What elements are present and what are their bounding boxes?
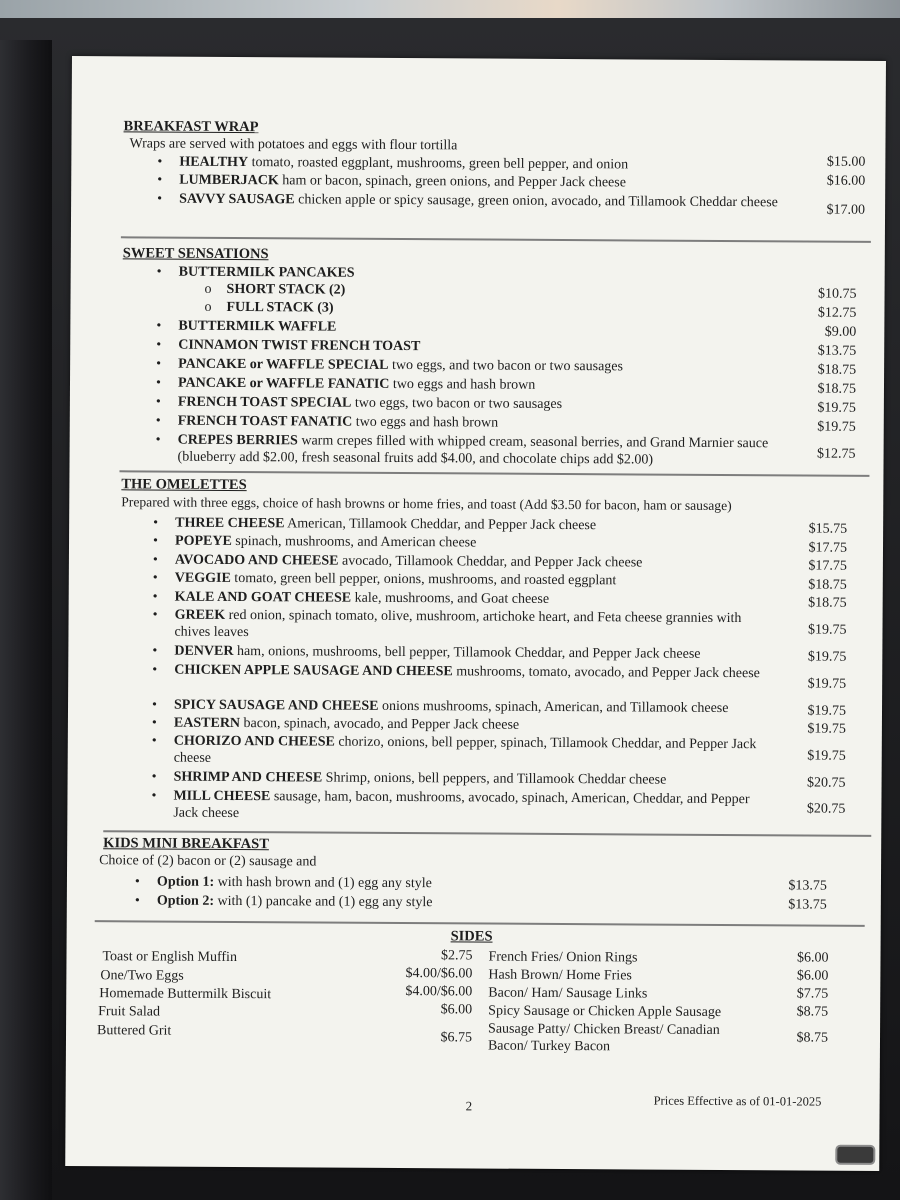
- page-number: 2: [465, 1098, 473, 1114]
- price-savvy-sausage: $17.00: [826, 202, 866, 218]
- side-item-buttered-grit: Buttered Grit: [97, 1023, 172, 1039]
- menu-item-avocado-cheese: • AVOCADO AND CHEESE avocado, Tillamook Cheddar, and Pepper Jack cheese: [152, 552, 643, 571]
- menu-item-crepes-berries: • CREPES BERRIES warm crepes filled with whipped cream, seasonal berries, and Grand Marnier sauce (blueberry add $2.00, fresh seasonal fruits add $4.00, and chocolate chips add $2.00): [155, 432, 769, 468]
- price-mill-cheese: $20.75: [806, 801, 846, 817]
- price-hash-brown: $6.00: [796, 968, 829, 984]
- menu-item-lumberjack: • LUMBERJACK ham or bacon, spinach, green onions, and Pepper Jack cheese: [157, 172, 626, 191]
- price-crepes-berries: $12.75: [817, 446, 856, 462]
- menu-item-veggie: • VEGGIE tomato, green bell pepper, onions, mushrooms, and roasted eggplant: [152, 570, 617, 589]
- breakfast-wrap-note: Wraps are served with potatoes and eggs with flour tortilla: [129, 136, 458, 154]
- prices-effective-note: Prices Effective as of 01-01-2025: [653, 1093, 822, 1109]
- side-item-toast: Toast or English Muffin: [102, 949, 238, 966]
- menu-item-pancake-waffle-fanatic: • PANCAKE or WAFFLE FANATIC two eggs and hash brown: [155, 375, 536, 393]
- price-healthy: $15.00: [826, 154, 866, 170]
- menu-item-eastern: • EASTERN bacon, spinach, avocado, and Pepper Jack cheese: [151, 715, 520, 733]
- menu-item-kids-option-2: • Option 2: with (1) pancake and (1) egg any style: [134, 893, 433, 911]
- menu-item-kale-goat-cheese: • KALE AND GOAT CHEESE kale, mushrooms, and Goat cheese: [152, 589, 550, 607]
- price-toast: $2.75: [440, 948, 473, 964]
- side-item-fries-rings: French Fries/ Onion Rings: [488, 949, 638, 966]
- price-three-cheese: $15.75: [808, 521, 848, 537]
- price-french-toast-fanatic: $19.75: [817, 419, 856, 435]
- side-item-spicy-sausage: Spicy Sausage or Chicken Apple Sausage: [488, 1003, 722, 1020]
- menu-item-spicy-sausage: • SPICY SAUSAGE AND CHEESE onions mushrooms, spinach, American, and Tillamook cheese: [151, 697, 729, 717]
- menu-item-denver: • DENVER ham, onions, mushrooms, bell pepper, Tillamook Cheddar, and Pepper Jack cheese: [152, 643, 701, 662]
- menu-item-shrimp-cheese: • SHRIMP AND CHEESE Shrimp, onions, bell peppers, and Tillamook Cheddar cheese: [151, 769, 667, 788]
- price-french-toast-special: $19.75: [817, 400, 856, 416]
- price-pancake-waffle-special: $18.75: [817, 362, 857, 378]
- divider: [95, 920, 865, 926]
- price-short-stack: $10.75: [818, 286, 857, 302]
- price-buttered-grit: $6.75: [440, 1030, 473, 1046]
- omelettes-note: Prepared with three eggs, choice of hash browns or home fries, and toast (Add $3.50 for bacon, ham or sausage): [121, 494, 732, 514]
- price-eggs: $4.00/$6.00: [405, 966, 473, 982]
- price-kids-option-1: $13.75: [788, 878, 827, 894]
- price-kale-goat-cheese: $18.75: [808, 595, 847, 611]
- menu-item-french-toast-fanatic: • FRENCH TOAST FANATIC two eggs and hash brown: [155, 413, 499, 431]
- price-bacon-ham-links: $7.75: [796, 986, 829, 1002]
- price-fries-rings: $6.00: [796, 950, 829, 966]
- side-item-biscuit: Homemade Buttermilk Biscuit: [99, 986, 272, 1003]
- price-chorizo-cheese: $19.75: [807, 748, 846, 764]
- menu-page: [65, 56, 886, 1171]
- kids-note: Choice of (2) bacon or (2) sausage and: [99, 853, 317, 870]
- menu-item-chorizo-cheese: • CHORIZO AND CHEESE chorizo, onions, bell pepper, spinach, Tillamook Cheddar, and Pepper Jack cheese: [151, 733, 757, 766]
- menu-item-cinnamon-french-toast: • CINNAMON TWIST FRENCH TOAST: [156, 337, 421, 355]
- price-fruit-salad: $6.00: [440, 1002, 473, 1018]
- price-lumberjack: $16.00: [826, 173, 866, 189]
- side-item-fruit-salad: Fruit Salad: [98, 1004, 161, 1020]
- menu-item-buttermilk-waffle: • BUTTERMILK WAFFLE: [156, 318, 337, 335]
- binder-spine: [0, 40, 52, 1200]
- menu-item-buttermilk-pancakes: • BUTTERMILK PANCAKES: [156, 264, 355, 281]
- price-greek: $19.75: [807, 622, 847, 638]
- section-title-sides: SIDES: [450, 928, 493, 945]
- price-shrimp-cheese: $20.75: [807, 775, 846, 791]
- menu-item-three-cheese: • THREE CHEESE American, Tillamook Cheddar, and Pepper Jack cheese: [153, 515, 597, 534]
- price-biscuit: $4.00/$6.00: [405, 984, 473, 1000]
- price-spicy-sausage: $19.75: [807, 703, 847, 719]
- section-title-sweet-sensations: SWEET SENSATIONS: [122, 245, 269, 263]
- menu-item-greek: • GREEK red onion, spinach tomato, olive, mushroom, artichoke heart, and Feta cheese grannies with chives leaves: [152, 607, 742, 641]
- menu-item-short-stack: o SHORT STACK (2): [204, 281, 346, 298]
- divider: [121, 236, 871, 243]
- section-title-omelettes: THE OMELETTES: [121, 476, 247, 494]
- price-popeye: $17.75: [808, 540, 848, 556]
- price-cinnamon-french-toast: $13.75: [817, 343, 857, 359]
- divider: [119, 470, 869, 477]
- price-patty-breast-bacon: $8.75: [796, 1030, 829, 1046]
- price-eastern: $19.75: [807, 721, 846, 737]
- section-title-breakfast-wrap: BREAKFAST WRAP: [123, 118, 259, 136]
- menu-item-pancake-waffle-special: • PANCAKE or WAFFLE SPECIAL two eggs, and two bacon or two sausages: [156, 356, 624, 375]
- binder-clip: [835, 1145, 875, 1165]
- price-denver: $19.75: [807, 649, 847, 665]
- menu-item-healthy: • HEALTHY tomato, roasted eggplant, mushrooms, green bell pepper, and onion: [157, 154, 629, 173]
- price-buttermilk-waffle: $9.00: [824, 324, 857, 340]
- price-veggie: $18.75: [808, 577, 847, 593]
- price-pancake-waffle-fanatic: $18.75: [817, 381, 857, 397]
- side-item-hash-brown: Hash Brown/ Home Fries: [488, 967, 632, 984]
- side-item-patty-breast-bacon: Sausage Patty/ Chicken Breast/ Canadian Bacon/ Turkey Bacon: [487, 1021, 720, 1055]
- side-item-bacon-ham-links: Bacon/ Ham/ Sausage Links: [488, 985, 648, 1002]
- menu-item-kids-option-1: • Option 1: with hash brown and (1) egg any style: [134, 874, 432, 892]
- price-avocado-cheese: $17.75: [808, 558, 847, 574]
- price-full-stack: $12.75: [817, 305, 857, 321]
- menu-item-chicken-apple-sausage: • CHICKEN APPLE SAUSAGE AND CHEESE mushrooms, tomato, avocado, and Pepper Jack cheese: [152, 662, 760, 682]
- price-spicy-sausage-side: $8.75: [796, 1004, 829, 1020]
- side-item-eggs: One/Two Eggs: [100, 968, 184, 984]
- menu-item-full-stack: o FULL STACK (3): [204, 299, 334, 316]
- price-chicken-apple-sausage: $19.75: [807, 676, 847, 692]
- price-kids-option-2: $13.75: [788, 897, 827, 913]
- menu-item-savvy-sausage: • SAVVY SAUSAGE chicken apple or spicy sausage, green onion, avocado, and Tillamook Cheddar cheese: [157, 191, 778, 211]
- menu-item-mill-cheese: • MILL CHEESE sausage, ham, bacon, mushrooms, avocado, spinach, American, Cheddar, and Pepper Jack cheese: [151, 788, 750, 822]
- menu-item-popeye: • POPEYE spinach, mushrooms, and American cheese: [152, 533, 477, 551]
- menu-item-french-toast-special: • FRENCH TOAST SPECIAL two eggs, two bacon or two sausages: [155, 394, 563, 413]
- section-title-kids-mini-breakfast: KIDS MINI BREAKFAST: [103, 835, 269, 853]
